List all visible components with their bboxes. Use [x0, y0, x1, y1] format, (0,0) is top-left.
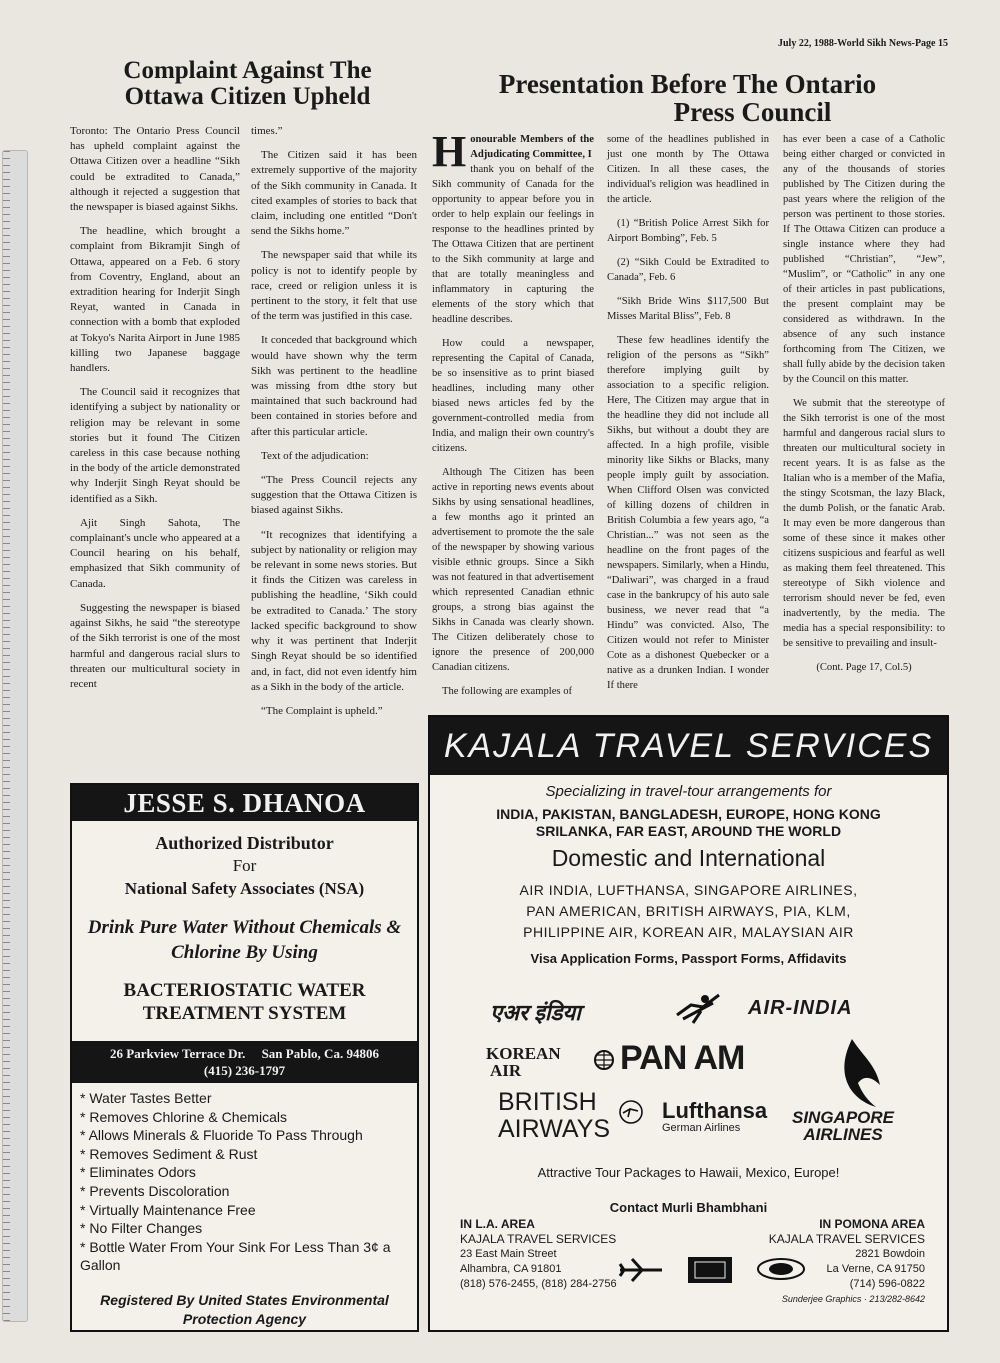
- article-paragraph: Although The Citizen has been active in reporting news events about Sikhs by using sensational headlines, a few months ago it printed an advertisement to promote the the sale of the newspaper by showing various visible ethnic groups. Since a Sikh was not featured in that advertisement which represented Canadian ethnic groups, a strong bias against the Sikhs in Canada was clearly shown. The Citizen deliberately chose to ignore the presence of 200,000 Canadian citizens.: [432, 467, 594, 673]
- british-airways-line1: BRITISH: [498, 1088, 597, 1116]
- pomona-phone: (714) 596-0822: [849, 1278, 925, 1290]
- article-paragraph: thank you on behalf of the Sikh community of Canada for the opportunity to appear before you in order to help explain our feelings in response to the headlines printed by The Ottawa Citizen that are pertinent to the Sikh community at large and that are totally meaningless and inflammatory in capturing the elements of the story which that headline describes.: [432, 164, 594, 325]
- pomona-name: KAJALA TRAVEL SERVICES: [768, 1232, 925, 1246]
- article-paragraph: (1) “British Police Arrest Sikh for Airport Bombing”, Feb. 5: [607, 218, 769, 244]
- article-paragraph: The newspaper said that while its policy is not to identify people by race, creed or religion unless it is pertinent to the story, it felt that use of the term was justified in this case.: [251, 249, 417, 323]
- la-area: IN L.A. AREA: [460, 1217, 535, 1231]
- lufthansa-crane-icon: [618, 1099, 644, 1125]
- kajala-specializing: Specializing in travel-tour arrangements for: [545, 783, 832, 800]
- air-india-hindi-logo: एअर इंडिया: [490, 1000, 581, 1025]
- kajala-contact: Contact Murli Bhambhani: [609, 1200, 768, 1215]
- korean-air-line2: AIR: [490, 1061, 522, 1080]
- article-paragraph: Suggesting the newspaper is biased against Sikhs, he said “the stereotype of the Sikh terrorist is one of the most harmful and dangerous racial slurs to threaten our multicultural society in recent: [70, 601, 240, 690]
- article-paragraph: How could a newspaper, representing the Capital of Canada, be so insensitive as to print biased headlines, including many other biased news articles fed by the government-controlled media from India, and malign their own country's citizens.: [432, 338, 594, 454]
- dhanoa-ad-distributor: Authorized Distributor: [155, 833, 334, 853]
- article1-headline-line2: Ottawa Citizen Upheld: [124, 83, 371, 111]
- list-item: * No Filter Changes: [80, 1219, 409, 1238]
- article-paragraph: some of the headlines published in just one month by The Ottawa Citizen. In all these cases, the individual's religion was headlined in the article.: [607, 134, 769, 205]
- article1-headline: [70, 58, 425, 111]
- article-paragraph: Ajit Singh Sahota, The complainant's uncle who appeared at a Council hearing on his behalf, emphasized that Sikh community of Canada.: [70, 516, 240, 590]
- british-airways-logo: [498, 1089, 610, 1143]
- dhanoa-ad-address-bar: [72, 1041, 417, 1083]
- la-city: Alhambra, CA 91801: [460, 1263, 562, 1275]
- pan-am-logo: PAN AM: [620, 1039, 745, 1077]
- lufthansa-logo: [662, 1100, 767, 1135]
- dhanoa-ad-tagline: Drink Pure Water Without Chemicals & Chlorine By Using: [87, 917, 402, 963]
- singapore-airlines-logo: [792, 1109, 894, 1143]
- pomona-credit: Sunderjee Graphics · 213/282-8642: [781, 1294, 925, 1304]
- pan-am-globe-icon: [593, 1049, 615, 1071]
- pomona-area: IN POMONA AREA: [819, 1217, 925, 1231]
- article-paragraph: “The Press Council rejects any suggestion that the Ottawa Citizen is biased against Sikhs.: [251, 474, 417, 517]
- article-paragraph: These few headlines identify the religion of the persons as “Sikh” therefore implying guilt by association to a specific religion. Here, The Citizen may argue that in the headline they did not include all Sikhs, but without a doubt they are affected. In a high profile, visible minority like Sikhs or Blacks, many people imply guilt by association. When Clifford Olsen was convicted of killing dozens of children in British Columbia a few years ago, “a Christian...” was not seen as the headline on the front pages of the newspapers. Similarly, when a Hindu, “Daliwari”, was charged in a fraud case in the bankrupcy of his auto sale business, we never read that “a Hindu” was convicted. Also, The Citizen would not refer to Minister Cote as a dishonest Quebecker or a native as a drunken Indian. I wonder If there: [607, 335, 769, 691]
- pomona-city: La Verne, CA 91750: [826, 1263, 925, 1275]
- list-item: * Removes Chlorine & Chemicals: [80, 1108, 409, 1127]
- dhanoa-ad-benefits: [72, 1089, 417, 1275]
- article2-headline: [440, 70, 935, 127]
- article2-column3: [783, 132, 945, 675]
- article-paragraph: Text of the adjudication:: [261, 449, 369, 462]
- korean-air-logo: [486, 1045, 561, 1079]
- kajala-airlines-1: AIR INDIA, LUFTHANSA, SINGAPORE AIRLINES,: [519, 882, 858, 898]
- article-paragraph: The Citizen said it has been extremely supportive of the majority of the Sikh community in Canada. It cited examples of stories to back that claim, including one entitled “Don't send the Sikhs home.”: [251, 149, 417, 238]
- ruler: [2, 150, 28, 1322]
- kajala-destinations-2: SRILANKA, FAR EAST, AROUND THE WORLD: [535, 823, 842, 839]
- article-paragraph: The headline, which brought a complaint from Bikramjit Singh of Ottawa, appeared on a Feb. 6 story from Coventry, England, about an extradition hearing for Inderjit Singh Reyat, wanted in Canada in connection with a bomb that exploded at Tokyo's Narita Airport in June 1985 killing two Japanese baggage handlers.: [70, 225, 240, 375]
- korean-air-line1: KOREAN: [486, 1044, 561, 1063]
- article2-column1: [432, 127, 594, 708]
- la-phone: (818) 576-2455, (818) 284-2756: [460, 1278, 617, 1290]
- lead-text: onourable Members of the Adjudicating Committee, I: [470, 134, 594, 160]
- article-paragraph: has ever been a case of a Catholic being either charged or convicted in any of the thousands of stories published by The Citizen during the past years where the religion of the person was pertinent to those stories. If The Ottawa Citizen can produce a single instance where they had published “Christian”, “Jew”, “Muslim”, or “Catholic” in any one of their articles in past publications, the present complaint may be considered as withdrawn. In the absence of any such instance forthcoming from The Citizen, we shall fully abide by the decision taken by the Council on this matter.: [783, 134, 945, 385]
- drop-cap: H: [432, 127, 467, 176]
- kajala-domestic: Domestic and International: [551, 845, 826, 871]
- british-airways-line2: AIRWAYS: [498, 1115, 611, 1143]
- article-paragraph: (2) “Sikh Could be Extradited to Canada”, Feb. 6: [607, 257, 769, 283]
- kajala-visa: Visa Application Forms, Passport Forms, Affidavits: [530, 951, 847, 966]
- dhanoa-ad-for: For: [232, 856, 257, 875]
- article-paragraph: The following are examples of: [442, 686, 573, 697]
- dhanoa-ad-footer: Registered By United States Environmental Protection Agency: [100, 1291, 389, 1327]
- air-india-logo: AIR-INDIA: [748, 997, 853, 1019]
- article1-column1: [70, 124, 240, 701]
- kajala-tours: Attractive Tour Packages to Hawaii, Mexico, Europe!: [537, 1165, 840, 1180]
- article2-headline-line2: Press Council: [673, 97, 832, 128]
- article2-headline-line1: Presentation Before The Ontario: [498, 69, 877, 99]
- kajala-destinations-1: INDIA, PAKISTAN, BANGLADESH, EUROPE, HONG KONG: [496, 806, 881, 822]
- la-street: 23 East Main Street: [460, 1248, 557, 1260]
- article-paragraph: It conceded that background which would have shown why the term Sikh was pertinent to the headline was missing from dthe story but maintained that such backround had been contained in stories before and after this particular article.: [251, 334, 417, 438]
- article-paragraph: We submit that the stereotype of the Sikh terrorist is one of the most harmful and dangerous racial slurs to threaten our multicultural society in recent years. It is as false as the Italian who is a member of the Mafia, the stingy Scotsman, the lazy Black, the dumb Polish, or the fanatic Arab. It may even be more dangerous than some of these since it makes other citizens suspicious and fearful as well as making them feel threatened. This stereotype of Sikh violence and terrorism should never be fed, even inadvertently, by the media. The media has a special responsibility: to be sensitive to prevailing and insult-: [783, 398, 945, 649]
- la-name: KAJALA TRAVEL SERVICES: [460, 1232, 617, 1246]
- article1-headline-line1: Complaint Against The: [123, 57, 372, 84]
- kajala-ad-title: KAJALA TRAVEL SERVICES: [430, 717, 947, 775]
- dhanoa-ad-system: BACTERIOSTATIC WATER TREATMENT SYSTEM: [123, 980, 366, 1024]
- pomona-street: 2821 Bowdoin: [855, 1248, 925, 1260]
- list-item: * Virtually Maintenance Free: [80, 1201, 409, 1220]
- list-item: * Bottle Water From Your Sink For Less Than 3¢ a Gallon: [80, 1238, 409, 1275]
- dhanoa-ad-address: 26 Parkview Terrace Dr. San Pablo, Ca. 94806: [110, 1046, 379, 1061]
- article2-column2: [607, 132, 769, 702]
- list-item: * Prevents Discoloration: [80, 1182, 409, 1201]
- continued-note: (Cont. Page 17, Col.5): [816, 662, 912, 673]
- lead-paragraph: [432, 127, 594, 176]
- article-paragraph: Toronto: The Ontario Press Council has upheld complaint against the Ottawa Citizen over a headline “Sikh could be extradited to Canada,” although it rejected a suggestion that the newspaper is biased against Sikhs.: [70, 125, 240, 214]
- airplane-icon: [618, 1257, 664, 1283]
- lufthansa-sub: German Airlines: [662, 1122, 741, 1134]
- singapore-airlines-line2: AIRLINES: [803, 1125, 883, 1144]
- list-item: * Eliminates Odors: [80, 1163, 409, 1182]
- dhanoa-ad-title: JESSE S. DHANOA: [72, 785, 417, 821]
- kajala-la-block: [460, 1217, 617, 1292]
- dhanoa-advertisement: [70, 783, 419, 1332]
- page-header: July 22, 1988-World Sikh News-Page 15: [777, 38, 948, 49]
- article1-column2: [251, 124, 417, 728]
- air-india-centaur-icon: [673, 987, 723, 1027]
- kajala-airlines-2: PAN AMERICAN, BRITISH AIRWAYS, PIA, KLM,: [526, 903, 851, 919]
- lufthansa-name: Lufthansa: [662, 1098, 768, 1123]
- article-paragraph: The Council said it recognizes that identifying a subject by nationality or religion may be relevant in some stories but it found The Citizen careless in this case because nothing in the body of the article demonstrated why Inderjit Singh Reyat should be identified as a Sikh.: [70, 386, 240, 505]
- singapore-bird-icon: [832, 1035, 886, 1111]
- article-paragraph: “It recognizes that identifying a subject by nationality or religion may be relevant in some news stories. But it finds the Citizen was careless in publishing the headline, ‘Sikh could be extradited to Canada.’ The story lacked specific background to show why it was pertinent that Inderjit Singh Reyat should be so identified and, in fact, did not even identfy him as a Sikh in the body of the article.: [251, 528, 417, 693]
- kajala-airlines-3: PHILIPPINE AIR, KOREAN AIR, MALAYSIAN AIR: [523, 924, 854, 940]
- article-paragraph: “Sikh Bride Wins $117,500 But Misses Marital Bliss”, Feb. 8: [607, 296, 769, 322]
- kajala-advertisement: [428, 715, 949, 1332]
- article-paragraph: times.”: [251, 125, 283, 137]
- singapore-airlines-line1: SINGAPORE: [792, 1108, 895, 1127]
- list-item: * Allows Minerals & Fluoride To Pass Through: [80, 1126, 409, 1145]
- badge-icon: [685, 1253, 735, 1287]
- list-item: * Removes Sediment & Rust: [80, 1145, 409, 1164]
- kajala-pomona-block: [769, 1217, 925, 1307]
- dhanoa-ad-phone: (415) 236-1797: [203, 1063, 286, 1078]
- dhanoa-ad-nsa: National Safety Associates (NSA): [124, 879, 365, 898]
- list-item: * Water Tastes Better: [80, 1089, 409, 1108]
- article-paragraph: “The Complaint is upheld.”: [261, 704, 383, 717]
